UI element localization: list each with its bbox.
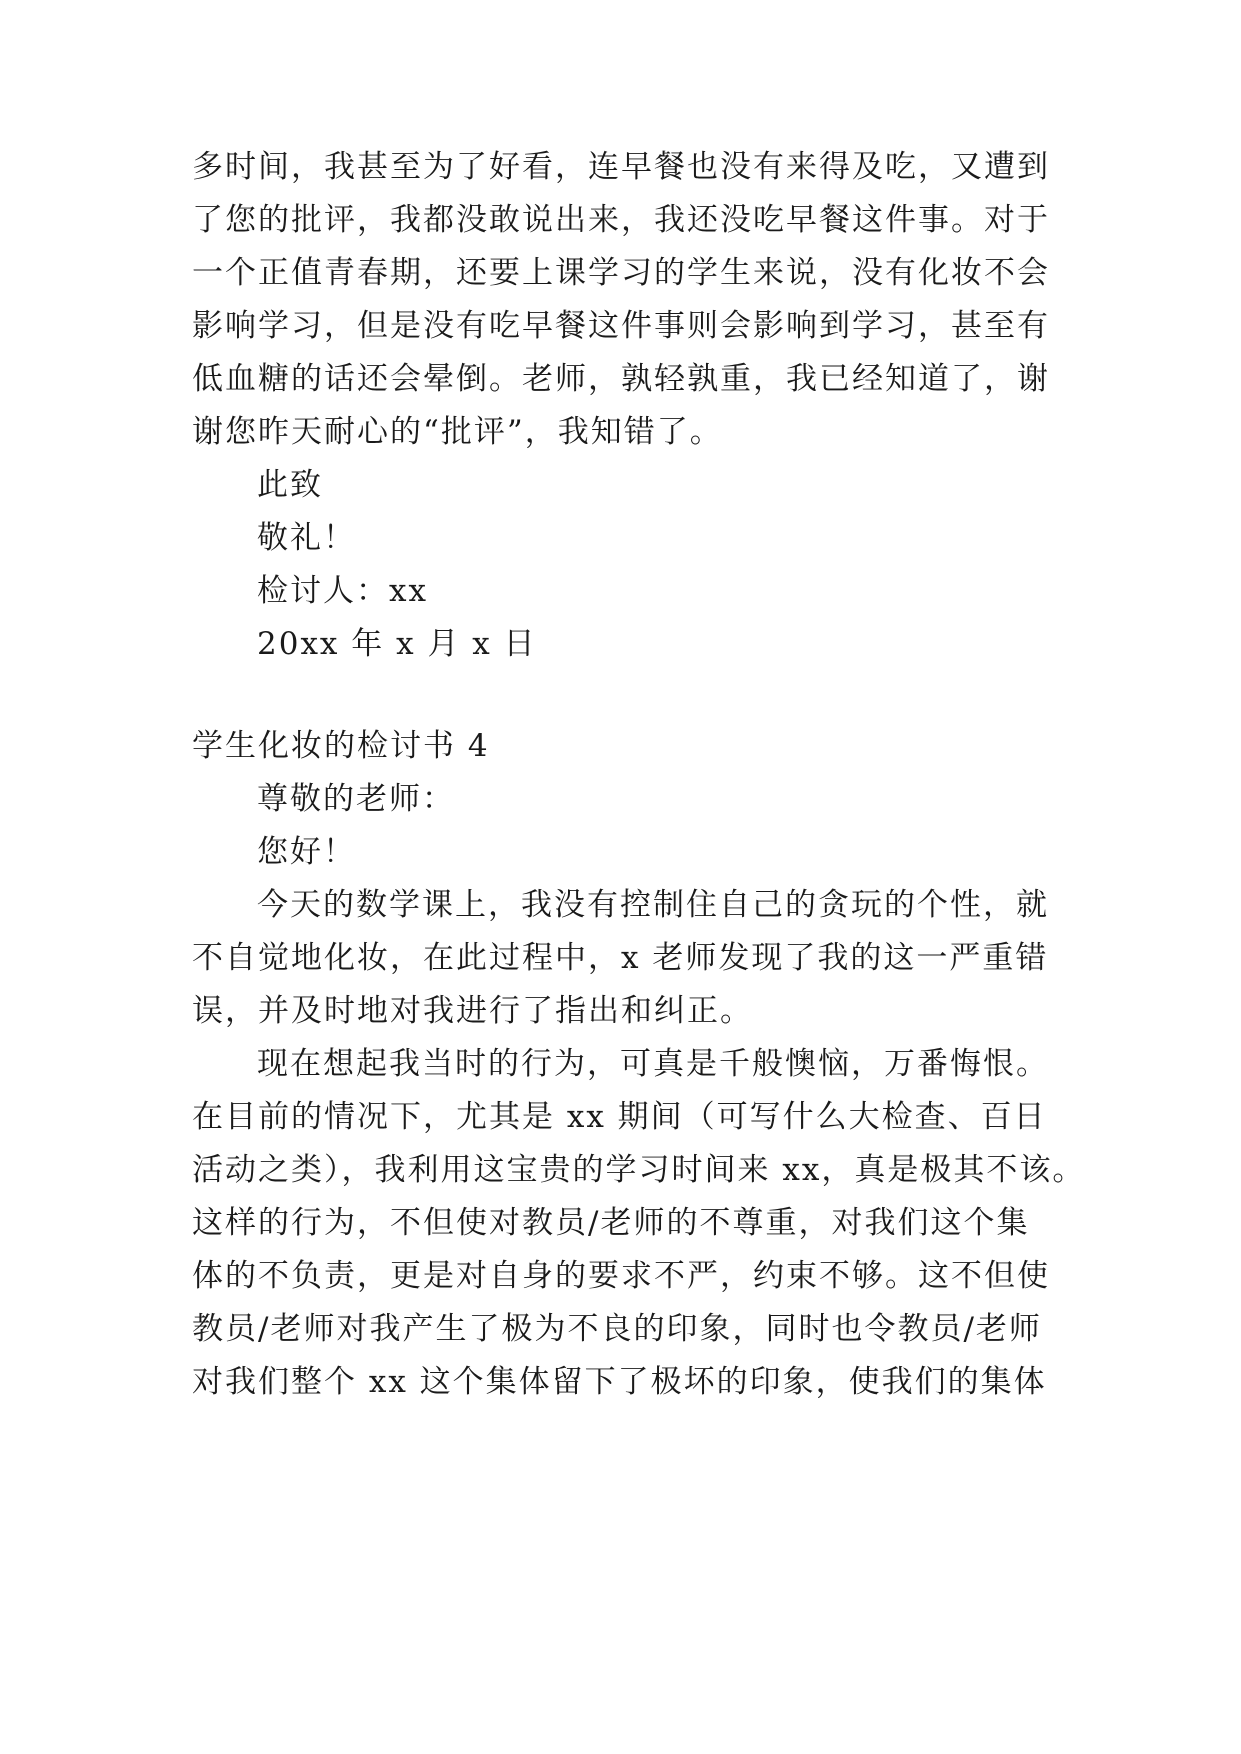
paragraph-line: 误，并及时地对我进行了指出和纠正。	[192, 993, 753, 1029]
paragraph-line: 这样的行为，不但使对教员/老师的不尊重，对我们这个集	[192, 1205, 1030, 1241]
paragraph-line: 了您的批评，我都没敢说出来，我还没吃早餐这件事。对于	[192, 202, 1050, 238]
paragraph-line: 多时间，我甚至为了好看，连早餐也没有来得及吃，又遭到	[192, 149, 1050, 185]
paragraph-line: 影响学习，但是没有吃早餐这件事则会影响到学习，甚至有	[192, 308, 1050, 344]
paragraph-line: 在目前的情况下，尤其是 xx 期间（可写什么大检查、百日	[192, 1099, 1047, 1135]
paragraph-line: 一个正值青春期，还要上课学习的学生来说，没有化妆不会	[192, 255, 1050, 291]
paragraph-line: 教员/老师对我产生了极为不良的印象，同时也令教员/老师	[192, 1311, 1042, 1347]
paragraph-line: 体的不负责，更是对自身的要求不严，约束不够。这不但使	[192, 1258, 1050, 1294]
paragraph-line: 谢您昨天耐心的“批评”，我知错了。	[192, 414, 723, 450]
letter-hello: 您好！	[257, 834, 356, 870]
closing-signer: 检讨人：xx	[257, 573, 428, 609]
paragraph-line: 低血糖的话还会晕倒。老师，孰轻孰重，我已经知道了，谢	[192, 361, 1050, 397]
closing-respect: 敬礼！	[257, 520, 356, 556]
letter-greeting: 尊敬的老师：	[257, 781, 455, 817]
paragraph-line: 今天的数学课上，我没有控制住自己的贪玩的个性，就	[257, 887, 1049, 923]
paragraph-line: 对我们整个 xx 这个集体留下了极坏的印象，使我们的集体	[192, 1364, 1047, 1400]
section-title: 学生化妆的检讨书 4	[192, 728, 490, 764]
closing-date: 20xx 年 x 月 x 日	[257, 626, 537, 662]
paragraph-line: 不自觉地化妆，在此过程中，x 老师发现了我的这一严重错	[192, 940, 1049, 976]
paragraph-line: 现在想起我当时的行为，可真是千般懊恼，万番悔恨。	[257, 1046, 1049, 1082]
closing-salute: 此致	[257, 467, 323, 503]
paragraph-line: 活动之类），我利用这宝贵的学习时间来 xx，真是极其不该。	[192, 1152, 1086, 1188]
